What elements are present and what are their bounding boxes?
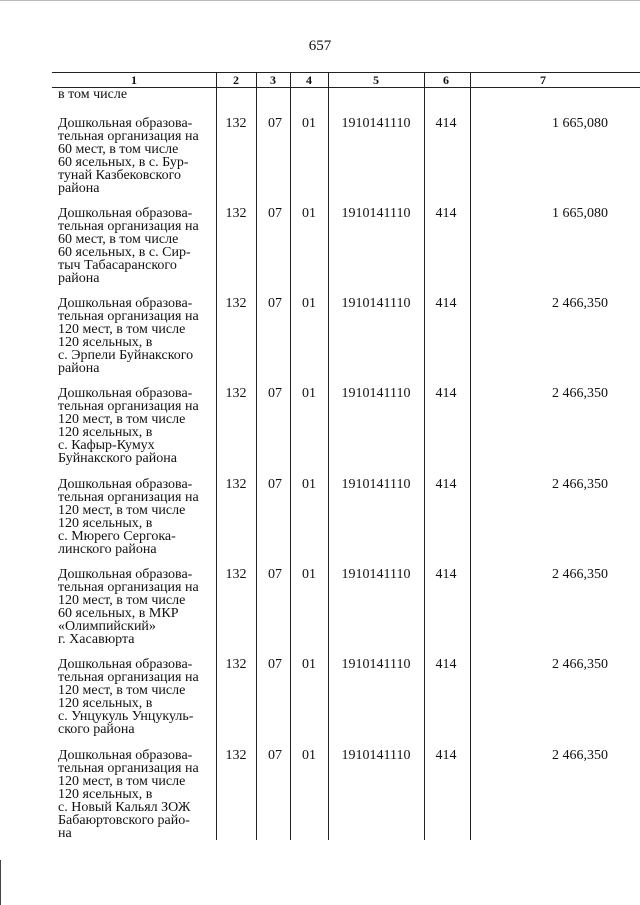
row-col-2: 132 bbox=[225, 386, 247, 401]
row-col-7: 1 665,080 bbox=[552, 206, 608, 221]
row-col-2: 132 bbox=[225, 296, 247, 311]
row-col-7: 2 466,350 bbox=[552, 296, 608, 311]
row-name: Дошкольная образова- тельная организация на 60 мест, в том числе 60 ясельных, в с. Бур- тунай Казбековского района bbox=[58, 116, 199, 196]
row-col-4: 01 bbox=[302, 296, 316, 311]
row-col-3: 07 bbox=[268, 657, 282, 672]
row-col-3: 07 bbox=[268, 296, 282, 311]
row-name: Дошкольная образова- тельная организация на 60 мест, в том числе 60 ясельных, в с. Сир- тыч Табасаранского района bbox=[58, 206, 199, 286]
row-name: Дошкольная образова- тельная организация на 120 мест, в том числе 60 ясельных, в МКР «Олимпийский» г. Хасавюрта bbox=[58, 567, 199, 647]
row-col-3: 07 bbox=[268, 477, 282, 492]
row-col-3: 07 bbox=[268, 567, 282, 582]
row-col-2: 132 bbox=[225, 748, 247, 763]
row-col-6: 414 bbox=[435, 477, 457, 492]
row-col-5: 1910141110 bbox=[341, 477, 411, 492]
row-col-6: 414 bbox=[435, 567, 457, 582]
row-col-7: 2 466,350 bbox=[552, 748, 608, 763]
row-col-4: 01 bbox=[302, 116, 316, 131]
header-col-7: 7 bbox=[540, 73, 546, 87]
row-col-5: 1910141110 bbox=[341, 657, 411, 672]
intro-text: в том числе bbox=[58, 87, 128, 102]
row-col-7: 2 466,350 bbox=[552, 477, 608, 492]
row-col-3: 07 bbox=[268, 116, 282, 131]
row-col-2: 132 bbox=[225, 567, 247, 582]
row-col-2: 132 bbox=[225, 116, 247, 131]
row-col-2: 132 bbox=[225, 477, 247, 492]
row-col-7: 2 466,350 bbox=[552, 567, 608, 582]
row-col-3: 07 bbox=[268, 206, 282, 221]
column-divider bbox=[470, 72, 471, 840]
row-col-7: 1 665,080 bbox=[552, 116, 608, 131]
row-col-3: 07 bbox=[268, 386, 282, 401]
row-col-6: 414 bbox=[435, 296, 457, 311]
row-col-3: 07 bbox=[268, 748, 282, 763]
header-col-1: 1 bbox=[131, 73, 137, 87]
row-name: Дошкольная образова- тельная организация на 120 мест, в том числе 120 ясельных, в с. Эрпели Буйнакского района bbox=[58, 296, 199, 376]
row-col-4: 01 bbox=[302, 206, 316, 221]
row-col-2: 132 bbox=[225, 206, 247, 221]
header-col-5: 5 bbox=[373, 73, 379, 87]
row-col-4: 01 bbox=[302, 477, 316, 492]
column-divider bbox=[328, 72, 329, 840]
row-name: Дошкольная образова- тельная организация на 120 мест, в том числе 120 ясельных, в с. Кафыр-Кумух Буйнакского района bbox=[58, 386, 199, 466]
header-col-3: 3 bbox=[270, 73, 276, 87]
column-divider bbox=[256, 72, 257, 840]
row-col-6: 414 bbox=[435, 748, 457, 763]
row-name: Дошкольная образова- тельная организация на 120 мест, в том числе 120 ясельных, в с. Унцукуль Унцукуль- ского района bbox=[58, 657, 199, 737]
row-col-5: 1910141110 bbox=[341, 567, 411, 582]
scan-left-edge bbox=[0, 860, 1, 905]
row-col-6: 414 bbox=[435, 116, 457, 131]
row-col-7: 2 466,350 bbox=[552, 386, 608, 401]
row-col-4: 01 bbox=[302, 567, 316, 582]
row-name: Дошкольная образова- тельная организация на 120 мест, в том числе 120 ясельных, в с. Мюрего Сергока- линского района bbox=[58, 477, 199, 557]
row-col-6: 414 bbox=[435, 206, 457, 221]
row-col-4: 01 bbox=[302, 657, 316, 672]
column-divider bbox=[290, 72, 291, 840]
row-col-4: 01 bbox=[302, 386, 316, 401]
row-col-6: 414 bbox=[435, 657, 457, 672]
header-col-2: 2 bbox=[233, 73, 239, 87]
row-col-4: 01 bbox=[302, 748, 316, 763]
scan-top-edge bbox=[0, 0, 640, 1]
row-name: Дошкольная образова- тельная организация на 120 мест, в том числе 120 ясельных, в с. Новый Кальял ЗОЖ Бабаюртовского райо- на bbox=[58, 748, 199, 841]
header-col-6: 6 bbox=[443, 73, 449, 87]
row-col-2: 132 bbox=[225, 657, 247, 672]
row-col-6: 414 bbox=[435, 386, 457, 401]
row-col-5: 1910141110 bbox=[341, 296, 411, 311]
column-divider bbox=[424, 72, 425, 840]
row-col-5: 1910141110 bbox=[341, 748, 411, 763]
table-header bbox=[52, 72, 640, 88]
header-col-4: 4 bbox=[306, 73, 312, 87]
row-col-7: 2 466,350 bbox=[552, 657, 608, 672]
row-col-5: 1910141110 bbox=[341, 206, 411, 221]
row-col-5: 1910141110 bbox=[341, 386, 411, 401]
page-number: 657 bbox=[308, 38, 332, 54]
row-col-5: 1910141110 bbox=[341, 116, 411, 131]
